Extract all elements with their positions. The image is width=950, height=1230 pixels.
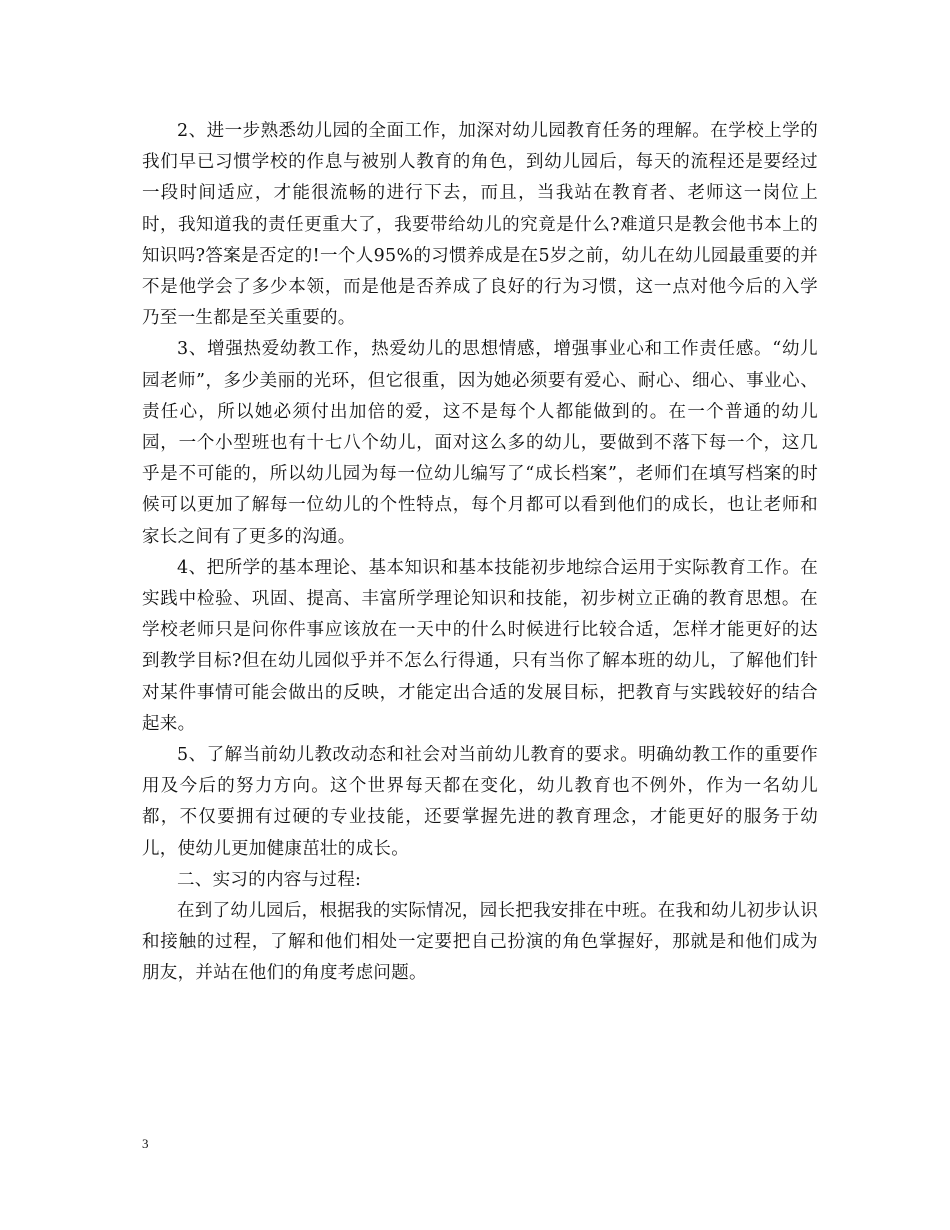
paragraph-content-intro: 在到了幼儿园后，根据我的实际情况，园长把我安排在中班。在我和幼儿初步认识和接触的过程，了解和他们相处一定要把自己扮演的角色掌握好，那就是和他们成为朋友，并站在他们的角度考虑问题。 [142, 901, 818, 984]
paragraph-goal-5: 5、了解当前幼儿教改动态和社会对当前幼儿教育的要求。明确幼教工作的重要作用及今后的努力方向。这个世界每天都在变化，幼儿教育也不例外，作为一名幼儿都，不仅要拥有过硬的专业技能，还要掌握先进的教育理念，才能更好的服务于幼儿，使幼儿更加健康茁壮的成长。 [142, 745, 818, 859]
section-heading-content-process: 二、实习的内容与过程: [177, 869, 362, 890]
document-body [142, 116, 818, 990]
paragraph-goal-3: 3、增强热爱幼教工作，热爱幼儿的思想情感，增强事业心和工作责任感。“幼儿园老师”，多少美丽的光环，但它很重，因为她必须要有爱心、耐心、细心、事业心、责任心，所以她必须付出加倍的爱，这不是每个人都能做到的。在一个普通的幼儿园，一个小型班也有十七八个幼儿，面对这么多的幼儿，要做到不落下每一个，这几乎是不可能的，所以幼儿园为每一位幼儿编写了“成长档案”，老师们在填写档案的时候可以更加了解每一位幼儿的个性特点，每个月都可以看到他们的成长，也让老师和家长之间有了更多的沟通。 [142, 339, 818, 547]
paragraph-goal-4: 4、把所学的基本理论、基本知识和基本技能初步地综合运用于实际教育工作。在实践中检验、巩固、提高、丰富所学理论知识和技能，初步树立正确的教育思想。在学校老师只是问你件事应该放在一天中的什么时候进行比较合适，怎样才能更好的达到教学目标?但在幼儿园似乎并不怎么行得通，只有当你了解本班的幼儿，了解他们针对某件事情可能会做出的反映，才能定出合适的发展目标，把教育与实践较好的结合起来。 [142, 557, 818, 734]
page-number: 3 [142, 1136, 149, 1151]
paragraph-goal-2: 2、进一步熟悉幼儿园的全面工作，加深对幼儿园教育任务的理解。在学校上学的我们早已习惯学校的作息与被别人教育的角色，到幼儿园后，每天的流程还是要经过一段时间适应，才能很流畅的进行下去，而且，当我站在教育者、老师这一岗位上时，我知道我的责任更重大了，我要带给幼儿的究竟是什么?难道只是教会他书本上的知识吗?答案是否定的!一个人95%的习惯养成是在5岁之前，幼儿在幼儿园最重要的并不是他学会了多少本领，而是他是否养成了良好的行为习惯，这一点对他今后的入学乃至一生都是至关重要的。 [142, 121, 818, 329]
